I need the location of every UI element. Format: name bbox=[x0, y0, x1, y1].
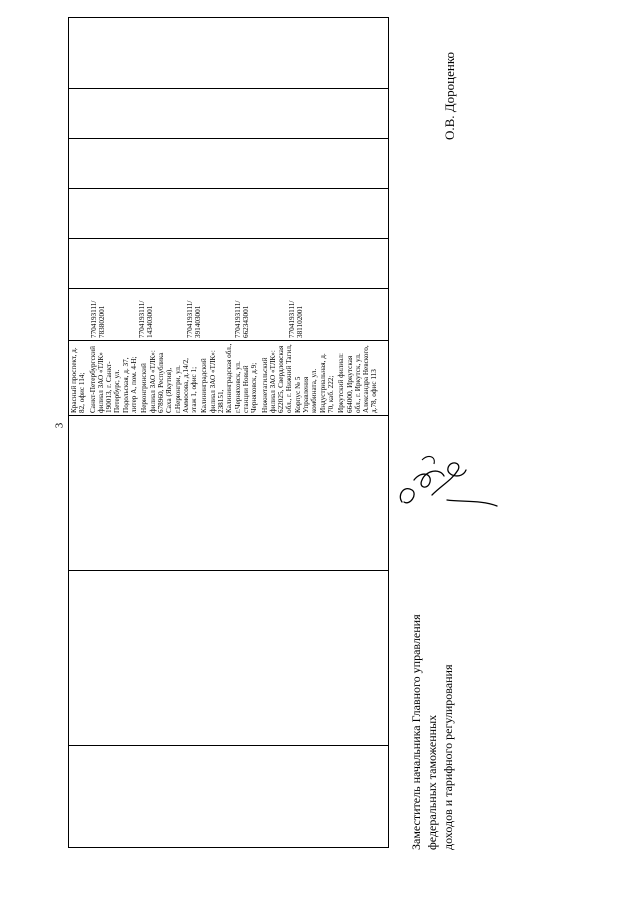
table-cell bbox=[69, 416, 389, 571]
signatory-title-line: федеральных таможенных bbox=[425, 714, 439, 850]
signatory-title-line: Заместитель начальника Главного управления bbox=[409, 614, 423, 850]
inn-kpp-entry: 7704193111/ 381102001 bbox=[288, 300, 305, 338]
signatory-title bbox=[408, 550, 458, 850]
table-cell bbox=[69, 139, 389, 189]
table-cell bbox=[69, 571, 389, 746]
address-entry: Нерюнгринский филиал ЗАО «ТЛК»: 678960, Республика Саха (Якутия), г.Нерюнгри, ул. Аммосова, д.14/2, этаж 1, офис 1; bbox=[140, 350, 199, 413]
address-cell bbox=[69, 341, 389, 416]
address-entry: Красный проспект, д. 82, офис 114; bbox=[70, 347, 87, 413]
license-table bbox=[68, 17, 389, 848]
table-cell bbox=[69, 189, 389, 239]
table-cell bbox=[69, 18, 389, 89]
inn-kpp-cell bbox=[69, 289, 389, 341]
page-number: 3 bbox=[53, 422, 66, 429]
address-entry: Санкт-Петербургский филиал ЗАО «ТЛК» 190013, г. Санкт-Петербург, ул. Подольская, д. 37, литер А, пом. 4-Н; bbox=[88, 346, 139, 413]
inn-kpp-entry: 7704193111/ 143403001 bbox=[138, 300, 155, 338]
address-entry: Калининградский филиал ЗАО «ТЛК»: 238151, Калининградская обл., г.Черняховск, ул. станции Новый Черняховск, д.9; bbox=[200, 343, 259, 413]
inn-kpp-entry: 7704193111/ 783802001 bbox=[90, 300, 107, 338]
address-entry: Нижнетагильский филиал ЗАО «ТЛК»: 622025, Свердловская обл., г. Нижний Тагил, Корпус № 5 Управления комбината, ул. Индустриальная, д. 70, каб. 222; bbox=[260, 344, 335, 413]
inn-kpp-entry: 7704193111/ 391403001 bbox=[186, 300, 203, 338]
signatory-title-line: доходов и тарифного регулирования bbox=[441, 664, 455, 850]
table-cell bbox=[69, 89, 389, 139]
table-cell bbox=[69, 746, 389, 848]
handwritten-signature bbox=[392, 440, 502, 520]
inn-kpp-entry bbox=[70, 291, 88, 338]
table-cell bbox=[69, 239, 389, 289]
address-entry: Иркутский филиал: 664000, Иркутская обл., г. Иркутск, ул. Александра Невского, д.78, офис 113 bbox=[337, 345, 379, 413]
signatory-name: О.В. Дороценко bbox=[442, 51, 457, 140]
inn-kpp-entry: 7704193111/ 662343001 bbox=[234, 300, 251, 338]
